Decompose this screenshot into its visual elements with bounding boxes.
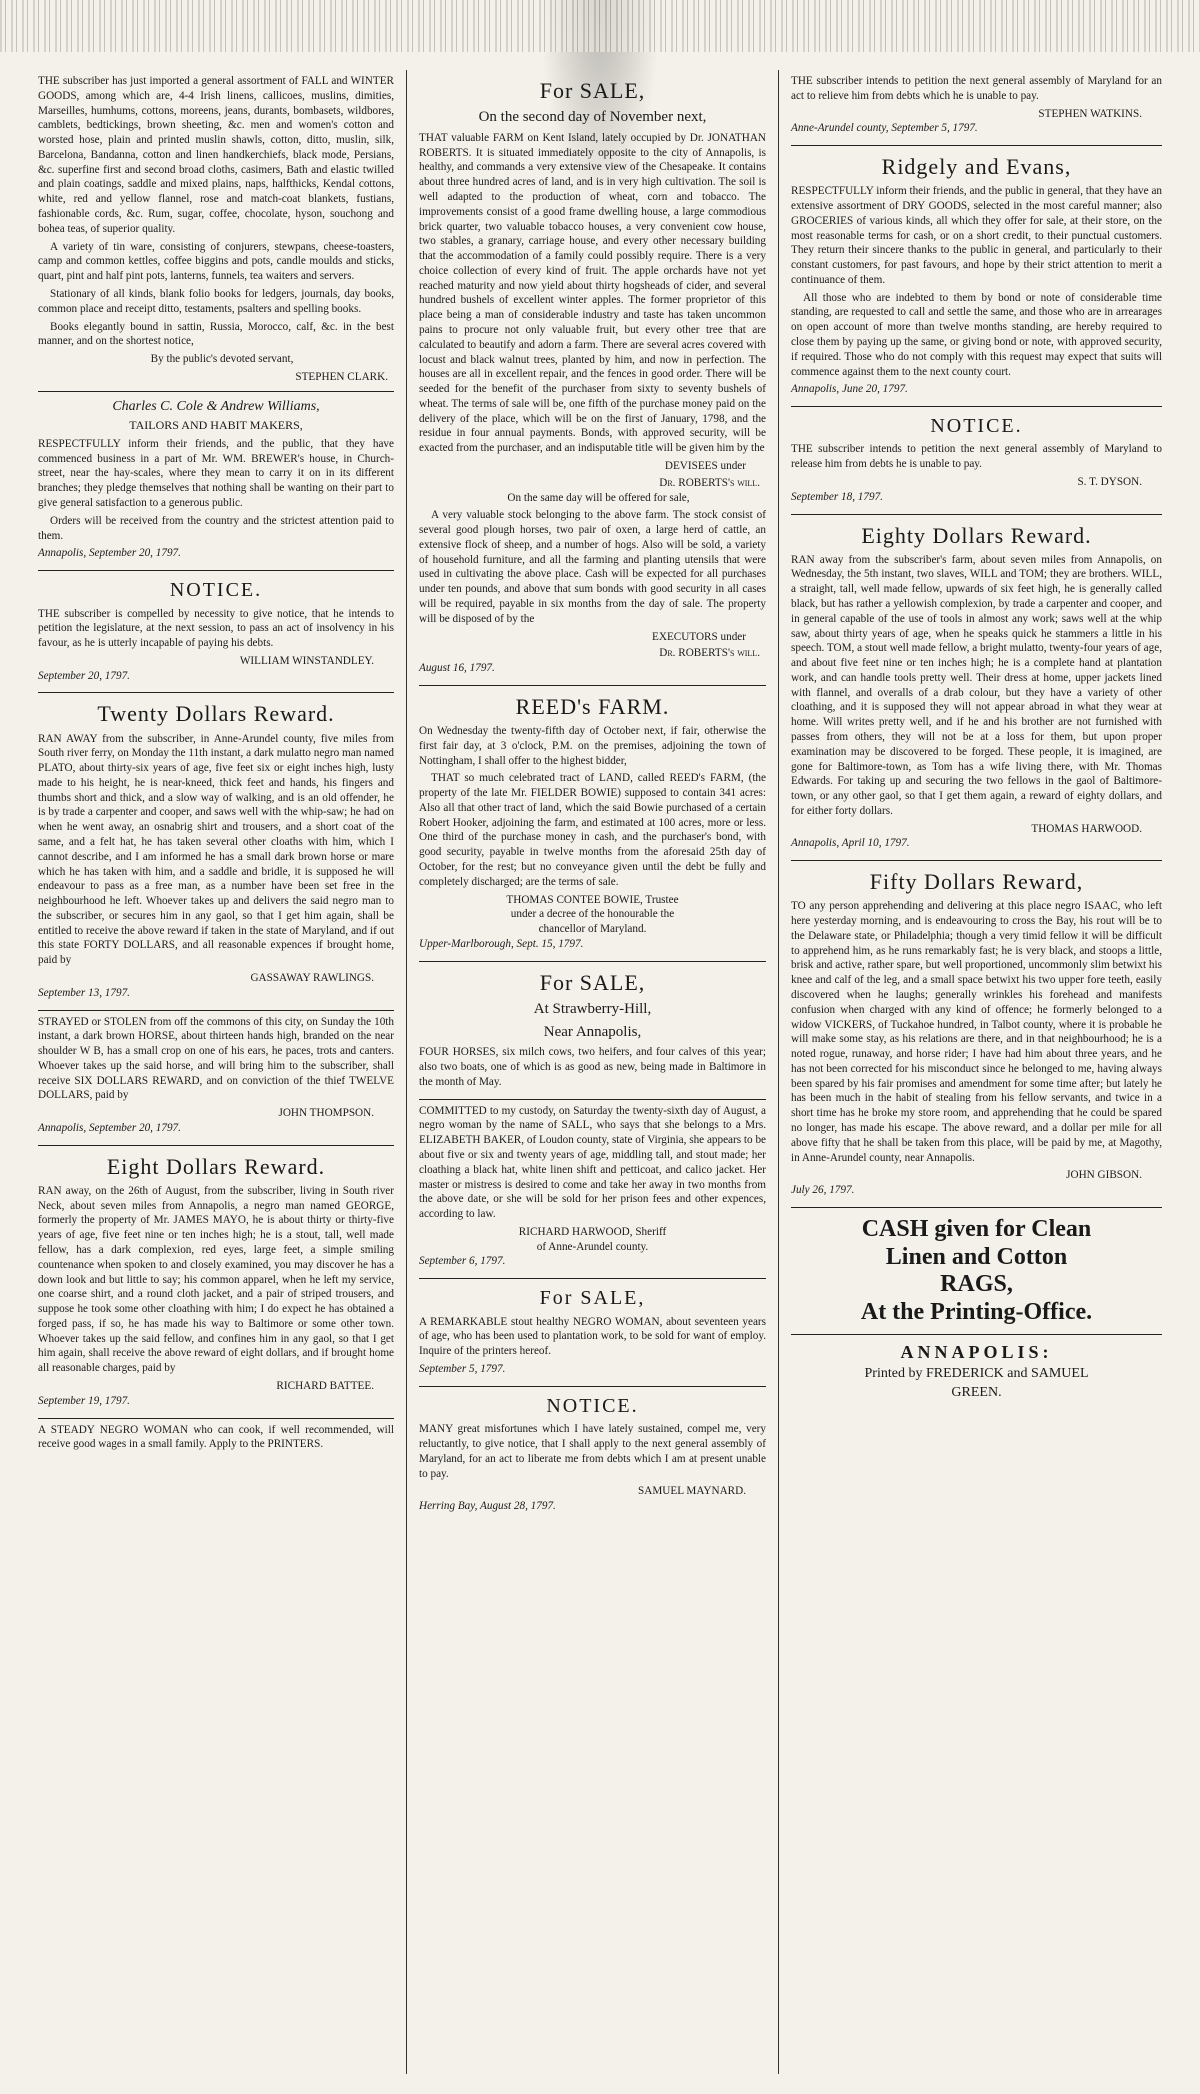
ad-body: TO any person apprehending and delivering at this place negro ISAAC, who left here yesterday morning, and is endeavouring to cross the Bay, his rout will be to the Delaware state, or Philadelphia; though a very timid fellow it will be difficult to apprehend him, as he runs remarkably fast; he is very black, and stoops a little, brisk and active, rather spare, but well proportioned, uncommonly slim betwixt his knee and calf of the leg, and a small space betwixt his two upper fore teeth, easily discovered when he laughs; generally wrinkles his forehead and manifests confusion when charged with any kind of offence; he formerly belonged to a widow VICKERS, of Tuckahoe hundred, in Talbot county, where it is probable he will make some stay, as his relations are there, and in that neighbourhood; he is a noted rogue, runaway, and horse rider; I have had him about three years, and he has not been corrected for his misconduct since he belonged to me, having always been spared by his fair promises and amendment for some time after; but lately he has been much in the habit of stealing from his fellow servants, and twice in a short time has he broke my store room, and apprehending that he could be spared no longer, has made his escape. The above reward, and a dollar per mile for all above fifty that he shall be taken from this place, will be paid by me, at Magothy, in Anne-Arundel county, near Annapolis. (791, 900, 1162, 1164)
ad-title: REED's FARM. (515, 693, 670, 719)
ad-twenty-dollars (38, 693, 394, 1010)
ad-title: For SALE, (539, 1287, 646, 1310)
ad-body: Stationary of all kinds, blank folio books for ledgers, journals, day books, common place and receipt ditto, testaments, psalters and spelling books. (38, 287, 394, 315)
ad-eighty-dollars (791, 515, 1162, 862)
ad-closing: By the public's devoted servant, (150, 353, 294, 366)
ad-title: NOTICE. (169, 579, 263, 602)
ad-body: On Wednesday the twenty-fifth day of October next, if fair, otherwise the first fair day, at 3 o'clock, P.M. on the premises, adjoining the town of Nottingham, I shall offer to the highest bidder, (419, 724, 766, 767)
ad-signature: of Anne-Arundel county. (536, 1240, 649, 1253)
ad-fifty-dollars (791, 861, 1162, 1208)
ad-body: Orders will be received from the country and the strictest attention paid to them. (38, 514, 394, 542)
ad-title: Eighty Dollars Reward. (861, 522, 1092, 548)
ad-sale-strawberry-hill (419, 962, 766, 1100)
ad-title: Ridgely and Evans, (881, 154, 1072, 180)
ad-title: NOTICE. (546, 1394, 639, 1417)
ad-signature: chancellor of Maryland. (538, 923, 647, 936)
page-top-edge (0, 0, 1200, 52)
ad-date: September 19, 1797. (38, 1394, 130, 1407)
ad-body: A REMARKABLE stout healthy NEGRO WOMAN, about seventeen years of age, who has been used to plantation work, to be sold for want of employ. Inquire of the printers hereof. (419, 1315, 766, 1358)
ad-title: For SALE, (539, 969, 646, 995)
ad-date: Upper-Marlborough, Sept. 15, 1797. (419, 937, 584, 950)
ad-date: September 20, 1797. (38, 669, 130, 682)
ad-body: THE subscriber has just imported a general assortment of FALL and WINTER GOODS, among which are, 4-4 Irish linens, callicoes, muslins, dimities, Marseilles, humhums, cottons, moreens, jeans, durants, bombasets, wildbores, camblets, bedtickings, brown sheeting, &c. men and women's cotton and worsted hose, plain and printed muslin shawls, cotton, ditto, muslin, silk, Barcelona, Bandanna, cotton and linen handkerchiefs, black mode, Persians, &c. superfine first and second broad cloths, casimers, Bath and elastic twilled and plain coatings, saddle and mixed plains, naps, halfthicks, Kendal cottons, white, red and yellow flannel, rose and match-coat blankets, fustians, fashionable cords, &c. Rum, sugar, coffee, chocolate, hyson, souchong and bohea teas, of superior quality. (38, 75, 394, 235)
ad-date: Anne-Arundel county, September 5, 1797. (791, 122, 978, 135)
ad-body: Books elegantly bound in sattin, Russia, Morocco, calf, &c. in the best manner, and on the shortest notice, (38, 320, 394, 348)
ad-notice-winstandley (38, 571, 394, 693)
ad-committed-sall (419, 1100, 766, 1280)
ad-signature: under a decree of the honourable the (510, 908, 675, 921)
ad-eight-dollars (38, 1146, 394, 1419)
ad-signature: SAMUEL MAYNARD. (638, 1485, 746, 1498)
ad-signature: Dr. ROBERTS's will. (659, 476, 760, 489)
imprint-line: Printed by FREDERICK and SAMUEL (864, 1366, 1089, 1382)
ad-signature: JOHN GIBSON. (1066, 1169, 1142, 1182)
ad-cash-for-rags (791, 1208, 1162, 1335)
ad-body: All those who are indebted to them by bond or note of considerable time standing, are requested to call and settle the same, and those who are in arrearages on open account of more than twelve months standing, are hereby required to close them by paying up the same, or giving bond or note, with approved security, if required. Those who do not comply with this request may expect that suits will commence against them to the next county court. (791, 291, 1162, 378)
ad-body: RESPECTFULLY inform their friends, and the public, that they have commenced business in a part of Mr. WM. BREWER's house, in Church-street, near the hay-scales, where they mean to carry it on in its different branches; they pledge themselves that nothing shall be wanting on their part to give general satisfaction to a generous public. (38, 437, 394, 510)
ad-body: RAN away from the subscriber's farm, about seven miles from Annapolis, on Wednesday, the 5th instant, two slaves, WILL and TOM; they are brothers. WILL, a straight, tall, well made fellow, upwards of six feet high, he is generally called black, but has rather a yellowish complexion, by trade a carpenter and cooper, and in general capable of the use of tools in almost any work; saws well at the whip saw, about thirty years of age, when he speaks quick he stammers a little in his speech. TOM, a stout well made fellow, a bright mulatto, twenty-four years of age, and about five feet nine or ten inches high; he is a complete hand at plantation work, and can handle tools pretty well. Their dress at home, upper jackets lined with flannel, and overalls of a drab colour, but they have a variety of other cloathing, and it is supposed they will not appear abroad in what they wear at home. Will writes pretty well, and if he and his brother are not furnished with passes from others, they will not be at a loss for them, but upon proper examination may be discovered to be forged. These people, it is imagined, are gone for Baltimore-town, as Tom has a wife living there, with Mr. Thomas Edwards. For taking up and securing the two fellows in the gaol of Baltimore-town, or any other gaol, so that I get them again, a reward of eighty dollars, and for either forty dollars. (791, 553, 1162, 817)
ad-body: THE subscriber intends to petition the next general assembly of Maryland for an act to relieve him from debts which he is unable to pay. (791, 75, 1162, 102)
imprint-town: ANNAPOLIS: (900, 1342, 1053, 1363)
ad-signature: STEPHEN CLARK. (295, 370, 388, 383)
ad-title: NOTICE. (930, 415, 1023, 438)
cash-line: Linen and Cotton (885, 1243, 1068, 1270)
ad-date: Annapolis, April 10, 1797. (791, 837, 910, 850)
ad-sale-kent-island (419, 70, 766, 686)
ad-date: Annapolis, September 20, 1797. (38, 1122, 181, 1135)
ad-body: THAT so much celebrated tract of LAND, called REED's FARM, (the property of the late Mr. FIELDER BOWIE) supposed to contain 341 acres: Also all that other tract of land, which the said Bowie purchased of a certain Robert Hooker, adjoining the farm, and estimated at 100 acres, more or less. One third of the purchase money in cash, and the purchaser's bond, with good security, payable in twelve months from the aforesaid 25th day of October, for the rest; but no conveyance given until the debt be fully and completely discharged; are the terms of sale. (419, 772, 766, 888)
ad-signature: JOHN THOMPSON. (278, 1107, 374, 1120)
ad-subtitle: On the second day of November next, (478, 109, 707, 126)
ad-date: Annapolis, September 20, 1797. (38, 547, 181, 560)
ad-strayed-horse (38, 1011, 394, 1146)
ad-title: For SALE, (539, 78, 646, 103)
ad-date: August 16, 1797. (419, 662, 495, 675)
ad-negro-woman-wanted (38, 1419, 394, 1462)
printer-imprint (791, 1335, 1162, 1408)
ad-body: COMMITTED to my custody, on Saturday the twenty-sixth day of August, a negro woman by the name of SALL, who says that she belongs to a Mrs. ELIZABETH BAKER, of Loudon county, state of Virginia, she appears to be about five or six and twenty years of age, middling tall, and stout made; her cloathing a black hat, white linen shift and petticoat, and calico jacket. Her master or mistress is desired to come and take her away in two months from the above date, or she will be sold for her prison fees and other expences, according to law. (419, 1104, 766, 1221)
ad-signature: THOMAS HARWOOD. (1031, 822, 1142, 835)
ad-signature: THOMAS CONTEE BOWIE, Trustee (506, 893, 679, 906)
ad-cole-williams (38, 392, 394, 572)
cash-line: RAGS, (940, 1271, 1013, 1298)
ad-body: RAN away, on the 26th of August, from the subscriber, living in South river Neck, about seven miles from Annapolis, a negro man named GEORGE, formerly the property of Mr. JAMES MAYO, he is about thirty or thirty-five years of age, five feet nine or ten inches high; he is a stout, tall, well made fellow, has a dark complexion, red eyes, large feet, a simple smiling countenance when spoken to and closely examined, you may discover he has a down look and but little to say; his common apparel, when he left my service, one coarse shirt, and a round cloth jacket, and a pair of striped trousers, and suppose he took some other cloathing with him; I do expect he has obtained a forged pass, if so, he has made his way to Baltimore or some other town. Whoever takes up the said fellow, and confines him in any gaol, so that I get him again, shall receive the above reward of eight dollars, and if brought home all reasonable charges, paid by (38, 1184, 394, 1375)
ad-stephen-clark (38, 70, 394, 392)
ad-date: September 6, 1797. (419, 1255, 506, 1268)
ad-watkins (791, 70, 1162, 146)
ad-subtitle: At Strawberry-Hill, (533, 1000, 652, 1017)
ad-body: THAT valuable FARM on Kent Island, lately occupied by Dr. JONATHAN ROBERTS. It is situated immediately opposite to the city of Annapolis, is healthy, and commands a very extensive view of the Chesapeake. It contains about three hundred acres of land, and is in very high cultivation. The soil is well adapted to the production of wheat, corn and tobacco. The improvements consist of a good frame dwelling house, a large commodious brick quarter, two valuable tobacco houses, a very convenient cow house, two stables, a granary, carriage house, and every other necessary building that the accommodation of a family could possibly require. There is a very choice collection of every kind of fruit. The apple orchards have not yet reached maturity and now yield about thirty hogsheads of cider, and several hundred bushels of excellent winter apples. The former proprietor of this place being a man of considerable industry and taste has taken uncommon pains to procure not only valuable fruit, but every other tree that are calculated to beautify and adorn a farm. There are several acres covered with locust and black walnut trees, planted by him, and now in perfection. The houses are all in excellent repair, and the fences in good order. There will be seeded for the benefit of the purchaser from sixty to seventy bushels of wheat. The terms of sale will be, one fifth of the purchase money paid on the delivery of the place, which will be on the first of January, 1798, and the residue in four annual payments. Bonds, with approved security, will be exacted from the purchaser, and an indisputable title will be given him by the (419, 131, 766, 455)
ad-date: September 18, 1797. (791, 490, 883, 503)
ad-body: THE subscriber intends to petition the next general assembly of Maryland to release him from debts he is unable to pay. (791, 443, 1162, 471)
ad-date: July 26, 1797. (791, 1184, 855, 1197)
ad-body: A variety of tin ware, consisting of conjurers, stewpans, cheese-toasters, camp and common kettles, coffee biggins and pots, candle moulds and sticks, quart, pint and half pint pots, lanterns, funnels, tea waiters and servers. (38, 240, 394, 283)
ad-date: Annapolis, June 20, 1797. (791, 383, 908, 396)
ad-title: Eight Dollars Reward. (106, 1153, 326, 1179)
ad-date: September 13, 1797. (38, 986, 130, 999)
ad-signature: S. T. DYSON. (1077, 476, 1142, 489)
ad-firm-name: Charles C. Cole & Andrew Williams, (112, 398, 320, 414)
ad-notice-maynard (419, 1387, 766, 1523)
columns (26, 70, 1174, 2074)
ad-body: THE subscriber is compelled by necessity to give notice, that he intends to petition the legislature, at the next session, to pass an act of insolvency in his favour, as he is utterly incapable of paying his debts. (38, 607, 394, 650)
column-middle (406, 70, 778, 2074)
ad-body: On the same day will be offered for sale, (507, 491, 690, 504)
ad-sale-negro-woman (419, 1279, 766, 1387)
ad-body: MANY great misfortunes which I have lately sustained, compel me, very reluctantly, to give notice, that I shall apply to the next general assembly of Maryland, for an act to liberate me from debts which I am at present unable to pay. (419, 1423, 766, 1480)
ad-signature: WILLIAM WINSTANDLEY. (239, 654, 374, 667)
ad-body: STRAYED or STOLEN from off the commons of this city, on Sunday the 10th instant, a dark brown HORSE, about thirteen hands high, branded on the near shoulder W B, has a small crop on one of his ears, he paces, trots and canters. Whoever takes up the said horse, and will bring him to the subscriber, shall receive SIX DOLLARS REWARD, and on conviction of the thief TWELVE DOLLARS, paid by (38, 1015, 394, 1102)
column-left (26, 70, 406, 2074)
ad-body: RAN AWAY from the subscriber, in Anne-Arundel county, five miles from South river ferry, on Monday the 11th instant, a dark mulatto negro man named PLATO, about thirty-six years of age, five feet six or eight inches high, lusty made to his height, he is near-kneed, thick feet and hands, his fingers and thumbs short and thick, and a slow way of walking, and is an old offender, he is by trade a carpenter and cooper, and saws well with the whip-saw; he had on when he went away, an osnabrig shirt and trousers, and a short coat of the same, and a felt hat, he has taken several other cloaths with him, which I cannot describe, and I am informed he has a small dark brown horse or mare which he has taken with him, and a saddle and bridle, it is supposed he will endeavour to pass as a free man, as a number have been set free in the neighbourhood he left. Whoever takes up and delivers the said negro man to the subscriber, or secures him in any gaol, so that I get him again, shall be entitled to receive the above reward if taken in the state of Maryland, and if out this state FORTY DOLLARS, and all reasonable expences if brought home, paid by (38, 732, 394, 967)
ad-title: Twenty Dollars Reward. (97, 701, 335, 727)
column-right (778, 70, 1174, 2074)
ad-body: A STEADY NEGRO WOMAN who can cook, if well recommended, will receive good wages in a small family. Apply to the PRINTERS. (38, 1423, 394, 1451)
ad-signature: RICHARD HARWOOD, Sheriff (518, 1225, 667, 1238)
ad-body: A very valuable stock belonging to the above farm. The stock consist of several good plough horses, two pair of oxen, a large herd of cattle, an extensive flock of sheep, and a number of hogs. Also will be sold, a variety of household furniture, and all the farming and planting utensils that were used in cultivating the above place. Cash will be expected for all purchases under ten pounds, and above that sum bonds with good security in all cases will be required, payable in six months from the day of sale. The property will be disposed of by the (419, 509, 766, 625)
cash-line: At the Printing-Office. (860, 1298, 1093, 1325)
ad-signature: STEPHEN WATKINS. (1038, 107, 1142, 120)
ad-trade: TAILORS AND HABIT MAKERS, (129, 418, 303, 433)
ad-ridgely-evans (791, 146, 1162, 407)
ad-reeds-farm (419, 686, 766, 962)
ad-title: Fifty Dollars Reward, (869, 869, 1084, 895)
ad-notice-dyson (791, 407, 1162, 515)
imprint-line: GREEN. (951, 1384, 1002, 1400)
ad-body: RESPECTFULLY inform their friends, and the public in general, that they have an extensive assortment of DRY GOODS, selected in the most careful manner; also GROCERIES of various kinds, all which they offer for sale, at their store, on the most reasonable terms for cash, or on a short credit, to their punctual customers. They return their sincere thanks to the public in general, and particularly to their constant customers, for past favours, and hope by their strict attention to merit a continuance of them. (791, 185, 1162, 286)
ad-date: September 5, 1797. (419, 1363, 506, 1375)
ad-signature: GASSAWAY RAWLINGS. (250, 972, 374, 984)
ad-signature: RICHARD BATTEE. (276, 1380, 374, 1392)
ad-date: Herring Bay, August 28, 1797. (419, 1500, 556, 1513)
ad-body: FOUR HORSES, six milch cows, two heifers, and four calves of this year; also two boats, one of which is as good as new, being made in Baltimore in the month of May. (419, 1046, 766, 1088)
ad-signature: DEVISEES under (664, 460, 746, 473)
cash-line: CASH given for Clean (861, 1215, 1092, 1242)
ad-subtitle: Near Annapolis, (543, 1023, 642, 1040)
ad-signature: EXECUTORS under (652, 630, 746, 643)
ad-signature: Dr. ROBERTS's will. (659, 647, 760, 660)
